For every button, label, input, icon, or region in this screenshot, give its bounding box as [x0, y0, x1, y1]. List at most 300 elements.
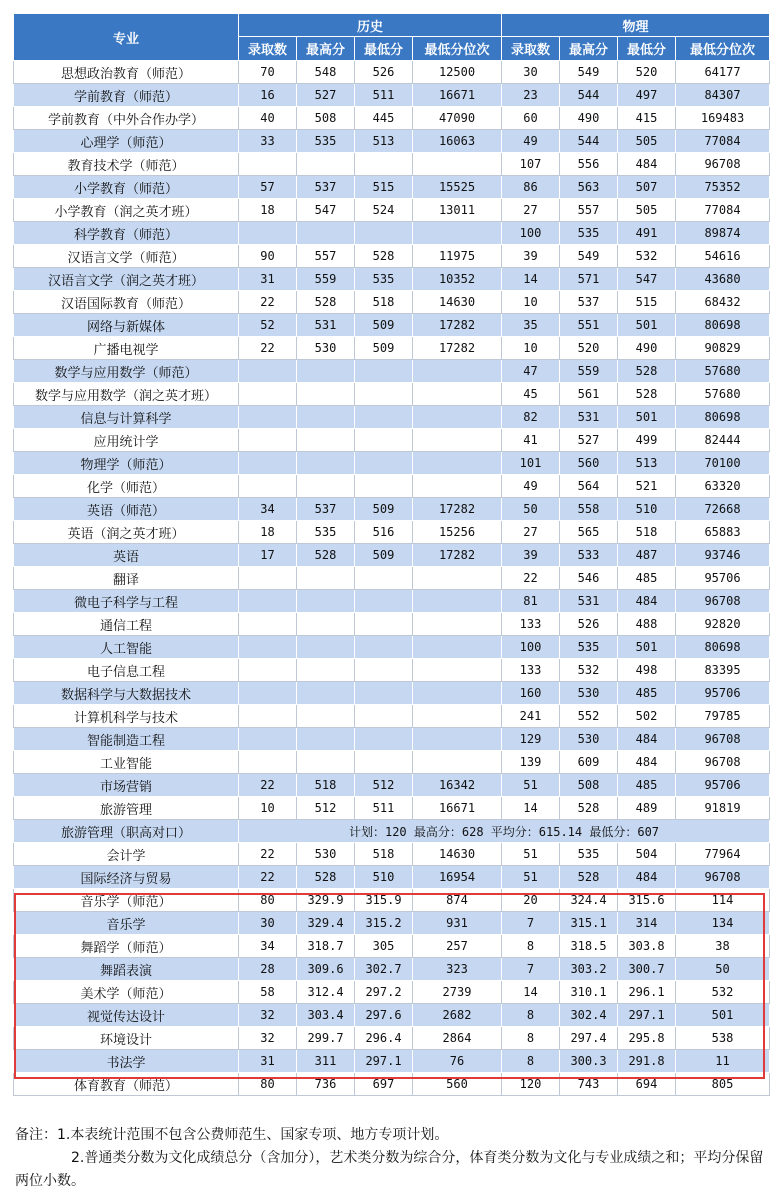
- history-value-cell: 32: [239, 1027, 297, 1050]
- physics-value-cell: 609: [560, 751, 618, 774]
- physics-value-cell: 83395: [676, 659, 770, 682]
- physics-value-cell: 296.1: [618, 981, 676, 1004]
- physics-value-cell: 291.8: [618, 1050, 676, 1073]
- physics-value-cell: 314: [618, 912, 676, 935]
- physics-value-cell: 82: [502, 406, 560, 429]
- major-name-cell: 电子信息工程: [14, 659, 239, 682]
- table-row: [14, 866, 770, 889]
- history-value-cell: 33: [239, 130, 297, 153]
- major-name-cell: 信息与计算科学: [14, 406, 239, 429]
- header-col: 最低分位次: [413, 37, 502, 61]
- physics-value-cell: 77084: [676, 199, 770, 222]
- physics-value-cell: 39: [502, 245, 560, 268]
- table-row: [14, 797, 770, 820]
- physics-value-cell: 302.4: [560, 1004, 618, 1027]
- major-name-cell: 小学教育（润之英才班）: [14, 199, 239, 222]
- major-name-cell: 市场营销: [14, 774, 239, 797]
- physics-value-cell: 75352: [676, 176, 770, 199]
- major-name-cell: 数学与应用数学（师范）: [14, 360, 239, 383]
- history-value-cell: [413, 452, 502, 475]
- physics-value-cell: 532: [618, 245, 676, 268]
- physics-value-cell: 535: [560, 636, 618, 659]
- table-row: [14, 728, 770, 751]
- history-value-cell: 547: [297, 199, 355, 222]
- history-value-cell: 30: [239, 912, 297, 935]
- history-value-cell: 311: [297, 1050, 355, 1073]
- history-value-cell: 22: [239, 866, 297, 889]
- history-value-cell: 14630: [413, 291, 502, 314]
- physics-value-cell: 484: [618, 590, 676, 613]
- history-value-cell: [239, 682, 297, 705]
- physics-value-cell: 318.5: [560, 935, 618, 958]
- physics-value-cell: 501: [618, 314, 676, 337]
- table-row: [14, 153, 770, 176]
- physics-value-cell: 526: [560, 613, 618, 636]
- header-col: 最高分: [560, 37, 618, 61]
- physics-value-cell: 96708: [676, 728, 770, 751]
- physics-value-cell: 50: [502, 498, 560, 521]
- notes: [15, 1124, 775, 1193]
- major-name-cell: 应用统计学: [14, 429, 239, 452]
- history-value-cell: [239, 429, 297, 452]
- history-value-cell: [297, 153, 355, 176]
- history-value-cell: 80: [239, 889, 297, 912]
- physics-value-cell: 530: [560, 728, 618, 751]
- history-value-cell: 518: [355, 291, 413, 314]
- header-history: 历史: [239, 14, 502, 37]
- physics-value-cell: 484: [618, 728, 676, 751]
- major-name-cell: 化学（师范）: [14, 475, 239, 498]
- history-value-cell: [355, 751, 413, 774]
- table-row: [14, 337, 770, 360]
- physics-value-cell: 38: [676, 935, 770, 958]
- history-value-cell: [239, 751, 297, 774]
- physics-value-cell: 504: [618, 843, 676, 866]
- major-name-cell: 体育教育（师范）: [14, 1073, 239, 1096]
- physics-value-cell: 508: [560, 774, 618, 797]
- history-value-cell: 312.4: [297, 981, 355, 1004]
- physics-value-cell: 530: [560, 682, 618, 705]
- history-value-cell: [297, 383, 355, 406]
- history-value-cell: [239, 567, 297, 590]
- physics-value-cell: 324.4: [560, 889, 618, 912]
- history-value-cell: 511: [355, 84, 413, 107]
- history-value-cell: 305: [355, 935, 413, 958]
- major-name-cell: 微电子科学与工程: [14, 590, 239, 613]
- history-value-cell: 508: [297, 107, 355, 130]
- history-value-cell: 931: [413, 912, 502, 935]
- physics-value-cell: 560: [560, 452, 618, 475]
- physics-value-cell: 805: [676, 1073, 770, 1096]
- history-value-cell: 526: [355, 61, 413, 84]
- major-name-cell: 音乐学（师范）: [14, 889, 239, 912]
- physics-value-cell: 133: [502, 613, 560, 636]
- physics-value-cell: 556: [560, 153, 618, 176]
- physics-value-cell: 743: [560, 1073, 618, 1096]
- history-value-cell: 13011: [413, 199, 502, 222]
- table-row: [14, 176, 770, 199]
- physics-value-cell: 537: [560, 291, 618, 314]
- history-value-cell: 510: [355, 866, 413, 889]
- major-name-cell: 思想政治教育（师范）: [14, 61, 239, 84]
- history-value-cell: [239, 659, 297, 682]
- table-row: [14, 475, 770, 498]
- physics-value-cell: 310.1: [560, 981, 618, 1004]
- history-value-cell: 11975: [413, 245, 502, 268]
- history-value-cell: [413, 728, 502, 751]
- table-row: [14, 544, 770, 567]
- history-value-cell: [413, 429, 502, 452]
- physics-value-cell: 10: [502, 337, 560, 360]
- history-value-cell: 309.6: [297, 958, 355, 981]
- physics-value-cell: 498: [618, 659, 676, 682]
- physics-value-cell: 14: [502, 797, 560, 820]
- major-name-cell: 计算机科学与技术: [14, 705, 239, 728]
- history-value-cell: 874: [413, 889, 502, 912]
- history-value-cell: 16342: [413, 774, 502, 797]
- physics-value-cell: 8: [502, 1004, 560, 1027]
- physics-value-cell: 49: [502, 130, 560, 153]
- table-row: [14, 1073, 770, 1096]
- major-name-cell: 汉语言文学（润之英才班）: [14, 268, 239, 291]
- table-row: [14, 705, 770, 728]
- table-row: [14, 751, 770, 774]
- major-name-cell: 汉语国际教育（师范）: [14, 291, 239, 314]
- history-value-cell: 22: [239, 291, 297, 314]
- header-major: 专业: [14, 14, 239, 61]
- physics-value-cell: 485: [618, 774, 676, 797]
- physics-value-cell: 538: [676, 1027, 770, 1050]
- history-value-cell: 535: [297, 130, 355, 153]
- physics-value-cell: 488: [618, 613, 676, 636]
- table-row: [14, 107, 770, 130]
- physics-value-cell: 547: [618, 268, 676, 291]
- physics-value-cell: 497: [618, 84, 676, 107]
- physics-value-cell: 95706: [676, 682, 770, 705]
- history-value-cell: [355, 682, 413, 705]
- physics-value-cell: 79785: [676, 705, 770, 728]
- physics-value-cell: 101: [502, 452, 560, 475]
- table-row: [14, 360, 770, 383]
- history-value-cell: 697: [355, 1073, 413, 1096]
- physics-value-cell: 72668: [676, 498, 770, 521]
- history-value-cell: [297, 452, 355, 475]
- history-value-cell: [239, 406, 297, 429]
- physics-value-cell: 241: [502, 705, 560, 728]
- header-row-groups: [14, 14, 770, 37]
- history-value-cell: 52: [239, 314, 297, 337]
- physics-value-cell: 507: [618, 176, 676, 199]
- history-value-cell: [239, 636, 297, 659]
- history-value-cell: [413, 636, 502, 659]
- history-value-cell: [239, 360, 297, 383]
- history-value-cell: [239, 705, 297, 728]
- header-col: 最低分: [618, 37, 676, 61]
- major-name-cell: 舞蹈学（师范）: [14, 935, 239, 958]
- physics-value-cell: 528: [618, 360, 676, 383]
- physics-value-cell: 532: [676, 981, 770, 1004]
- history-value-cell: 323: [413, 958, 502, 981]
- table-row: [14, 935, 770, 958]
- history-value-cell: 16954: [413, 866, 502, 889]
- table-row: [14, 222, 770, 245]
- table-row: [14, 521, 770, 544]
- physics-value-cell: 10: [502, 291, 560, 314]
- major-name-cell: 心理学（师范）: [14, 130, 239, 153]
- physics-value-cell: 491: [618, 222, 676, 245]
- history-value-cell: 445: [355, 107, 413, 130]
- history-value-cell: 31: [239, 1050, 297, 1073]
- physics-value-cell: 80698: [676, 406, 770, 429]
- history-value-cell: 17282: [413, 337, 502, 360]
- history-value-cell: [355, 728, 413, 751]
- history-value-cell: [355, 475, 413, 498]
- table-row: [14, 291, 770, 314]
- physics-value-cell: 114: [676, 889, 770, 912]
- history-value-cell: [355, 452, 413, 475]
- physics-value-cell: 521: [618, 475, 676, 498]
- physics-value-cell: 549: [560, 245, 618, 268]
- major-name-cell: 英语（师范）: [14, 498, 239, 521]
- history-value-cell: 58: [239, 981, 297, 1004]
- table-row: [14, 843, 770, 866]
- table-row: [14, 1050, 770, 1073]
- history-value-cell: 90: [239, 245, 297, 268]
- history-value-cell: [297, 360, 355, 383]
- physics-value-cell: 27: [502, 199, 560, 222]
- header-col: 录取数: [502, 37, 560, 61]
- history-value-cell: 513: [355, 130, 413, 153]
- history-value-cell: 528: [297, 544, 355, 567]
- physics-value-cell: 77084: [676, 130, 770, 153]
- physics-value-cell: 51: [502, 866, 560, 889]
- physics-value-cell: 100: [502, 636, 560, 659]
- physics-value-cell: 490: [560, 107, 618, 130]
- history-value-cell: [413, 383, 502, 406]
- header-col: 最高分: [297, 37, 355, 61]
- physics-value-cell: 11: [676, 1050, 770, 1073]
- physics-value-cell: 295.8: [618, 1027, 676, 1050]
- physics-value-cell: 544: [560, 130, 618, 153]
- physics-value-cell: 96708: [676, 866, 770, 889]
- history-value-cell: [239, 153, 297, 176]
- physics-value-cell: 535: [560, 843, 618, 866]
- history-value-cell: [413, 613, 502, 636]
- physics-value-cell: 484: [618, 751, 676, 774]
- physics-value-cell: 527: [560, 429, 618, 452]
- history-value-cell: 18: [239, 199, 297, 222]
- history-value-cell: 537: [297, 176, 355, 199]
- major-name-cell: 环境设计: [14, 1027, 239, 1050]
- history-value-cell: [413, 682, 502, 705]
- major-name-cell: 教育技术学（师范）: [14, 153, 239, 176]
- table-row: [14, 314, 770, 337]
- history-value-cell: [355, 659, 413, 682]
- history-value-cell: 297.6: [355, 1004, 413, 1027]
- history-value-cell: [355, 360, 413, 383]
- physics-value-cell: 528: [560, 866, 618, 889]
- history-value-cell: 14630: [413, 843, 502, 866]
- physics-value-cell: 51: [502, 843, 560, 866]
- major-name-cell: 通信工程: [14, 613, 239, 636]
- history-value-cell: 15525: [413, 176, 502, 199]
- table-row: [14, 268, 770, 291]
- table-row: [14, 130, 770, 153]
- physics-value-cell: 68432: [676, 291, 770, 314]
- history-value-cell: 2682: [413, 1004, 502, 1027]
- major-name-cell: 国际经济与贸易: [14, 866, 239, 889]
- history-value-cell: [355, 636, 413, 659]
- history-value-cell: 512: [297, 797, 355, 820]
- physics-value-cell: 485: [618, 682, 676, 705]
- physics-value-cell: 303.8: [618, 935, 676, 958]
- history-value-cell: 32: [239, 1004, 297, 1027]
- physics-value-cell: 552: [560, 705, 618, 728]
- history-value-cell: [413, 590, 502, 613]
- table-row: [14, 613, 770, 636]
- physics-value-cell: 303.2: [560, 958, 618, 981]
- major-name-cell: 科学教育（师范）: [14, 222, 239, 245]
- history-value-cell: 34: [239, 935, 297, 958]
- history-value-cell: [355, 705, 413, 728]
- history-value-cell: 17282: [413, 544, 502, 567]
- history-value-cell: [239, 452, 297, 475]
- history-value-cell: 509: [355, 498, 413, 521]
- major-name-cell: 舞蹈表演: [14, 958, 239, 981]
- physics-value-cell: 315.6: [618, 889, 676, 912]
- history-value-cell: 518: [355, 843, 413, 866]
- history-value-cell: [239, 613, 297, 636]
- history-value-cell: 70: [239, 61, 297, 84]
- history-value-cell: 528: [355, 245, 413, 268]
- physics-value-cell: 571: [560, 268, 618, 291]
- history-value-cell: 315.9: [355, 889, 413, 912]
- history-value-cell: 22: [239, 774, 297, 797]
- physics-value-cell: 57680: [676, 383, 770, 406]
- history-value-cell: 17282: [413, 498, 502, 521]
- history-value-cell: [413, 751, 502, 774]
- history-value-cell: [413, 567, 502, 590]
- major-name-cell: 翻译: [14, 567, 239, 590]
- physics-value-cell: 80698: [676, 636, 770, 659]
- history-value-cell: [355, 383, 413, 406]
- physics-value-cell: 89874: [676, 222, 770, 245]
- physics-value-cell: 489: [618, 797, 676, 820]
- history-value-cell: 528: [297, 866, 355, 889]
- physics-value-cell: 95706: [676, 567, 770, 590]
- major-name-cell: 学前教育（中外合作办学）: [14, 107, 239, 130]
- physics-value-cell: 7: [502, 958, 560, 981]
- physics-value-cell: 35: [502, 314, 560, 337]
- physics-value-cell: 63320: [676, 475, 770, 498]
- physics-value-cell: 694: [618, 1073, 676, 1096]
- major-name-cell: 网络与新媒体: [14, 314, 239, 337]
- history-value-cell: [355, 222, 413, 245]
- history-value-cell: [355, 153, 413, 176]
- table-row: [14, 498, 770, 521]
- history-value-cell: 509: [355, 544, 413, 567]
- history-value-cell: 15256: [413, 521, 502, 544]
- header-col: 最低分位次: [676, 37, 770, 61]
- history-value-cell: 318.7: [297, 935, 355, 958]
- major-name-cell: 美术学（师范）: [14, 981, 239, 1004]
- history-value-cell: [297, 751, 355, 774]
- history-value-cell: 531: [297, 314, 355, 337]
- physics-value-cell: 39: [502, 544, 560, 567]
- history-value-cell: 2864: [413, 1027, 502, 1050]
- history-value-cell: 16671: [413, 797, 502, 820]
- history-value-cell: 515: [355, 176, 413, 199]
- table-row: [14, 84, 770, 107]
- table-row: [14, 567, 770, 590]
- history-value-cell: [413, 360, 502, 383]
- history-value-cell: 560: [413, 1073, 502, 1096]
- history-value-cell: [297, 728, 355, 751]
- physics-value-cell: 531: [560, 406, 618, 429]
- history-value-cell: 516: [355, 521, 413, 544]
- physics-value-cell: 27: [502, 521, 560, 544]
- header-physics: 物理: [502, 14, 770, 37]
- history-value-cell: [413, 475, 502, 498]
- physics-value-cell: 546: [560, 567, 618, 590]
- history-value-cell: 297.1: [355, 1050, 413, 1073]
- physics-value-cell: 57680: [676, 360, 770, 383]
- physics-value-cell: 65883: [676, 521, 770, 544]
- physics-value-cell: 133: [502, 659, 560, 682]
- major-name-cell: 智能制造工程: [14, 728, 239, 751]
- physics-value-cell: 43680: [676, 268, 770, 291]
- physics-value-cell: 415: [618, 107, 676, 130]
- table-row: [14, 820, 770, 843]
- history-value-cell: 16: [239, 84, 297, 107]
- history-value-cell: 257: [413, 935, 502, 958]
- table-row: [14, 199, 770, 222]
- history-value-cell: 22: [239, 337, 297, 360]
- physics-value-cell: 41: [502, 429, 560, 452]
- table-row: [14, 981, 770, 1004]
- physics-value-cell: 134: [676, 912, 770, 935]
- physics-value-cell: 558: [560, 498, 618, 521]
- history-value-cell: [297, 406, 355, 429]
- history-value-cell: 518: [297, 774, 355, 797]
- history-value-cell: [355, 613, 413, 636]
- history-value-cell: 10352: [413, 268, 502, 291]
- physics-value-cell: 499: [618, 429, 676, 452]
- physics-value-cell: 169483: [676, 107, 770, 130]
- physics-value-cell: 551: [560, 314, 618, 337]
- history-value-cell: 57: [239, 176, 297, 199]
- physics-value-cell: 70100: [676, 452, 770, 475]
- physics-value-cell: 82444: [676, 429, 770, 452]
- physics-value-cell: 77964: [676, 843, 770, 866]
- history-value-cell: [297, 590, 355, 613]
- physics-value-cell: 501: [618, 636, 676, 659]
- history-value-cell: [239, 222, 297, 245]
- history-value-cell: 17: [239, 544, 297, 567]
- history-value-cell: 528: [297, 291, 355, 314]
- physics-value-cell: 91819: [676, 797, 770, 820]
- history-value-cell: [413, 222, 502, 245]
- history-value-cell: 329.9: [297, 889, 355, 912]
- history-value-cell: [297, 222, 355, 245]
- admission-score-table: [13, 13, 770, 1096]
- major-name-cell: 广播电视学: [14, 337, 239, 360]
- major-name-cell: 英语: [14, 544, 239, 567]
- history-value-cell: 511: [355, 797, 413, 820]
- history-value-cell: [355, 590, 413, 613]
- history-value-cell: 535: [355, 268, 413, 291]
- history-value-cell: 2739: [413, 981, 502, 1004]
